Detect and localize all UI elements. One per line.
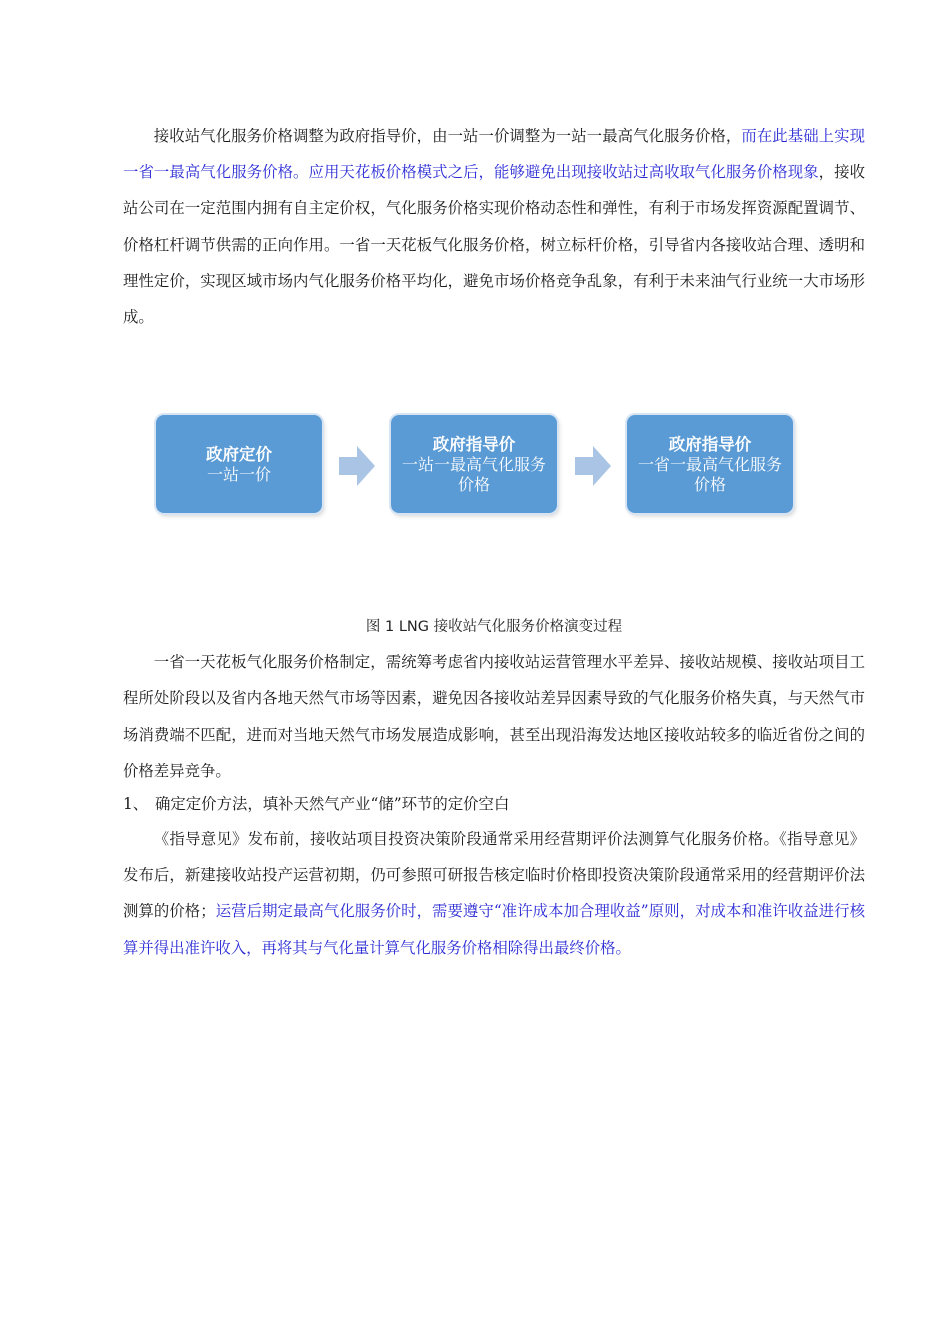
paragraph-1-text: 接收站气化服务价格调整为政府指导价，由一站一价调整为一站一最高气化服务价格， xyxy=(153,127,742,145)
diagram-box-guided-province xyxy=(627,415,793,513)
diagram-box-government-pricing xyxy=(156,415,322,513)
diagram-box-title: 政府定价 xyxy=(206,444,272,464)
right-arrow-icon xyxy=(339,446,375,486)
diagram-box-subtitle: 一站一价 xyxy=(206,464,271,484)
diagram-box-title: 政府指导价 xyxy=(668,434,752,454)
paragraph-3-highlight: 运营后期定最高气化服务价时，需要遵守“准许成本加合理收益”原则，对成本和准许收益进行核算并得出准许收入，再将其与气化量计算气化服务价格相除得出最终价格。 xyxy=(123,902,865,957)
paragraph-1 xyxy=(123,118,865,335)
list-number: 1、 xyxy=(123,795,149,814)
paragraph-3-text: 《指导意见》发布前，接收站项目投资决策阶段通常采用经营期评价法测算气化服务价格。《指导意见》发布后，新建接收站投产运营初期，仍可参照可研报告核定临时价格即投资决策阶段通常采用的经营期评价法测算的价格； xyxy=(123,830,865,921)
paragraph-1-highlight: 而在此基础上实现一省一最高气化服务价格。应用天花板价格模式之后，能够避免出现接收站过高收取气化服务价格现象 xyxy=(123,127,865,182)
document-page xyxy=(123,118,865,966)
figure-caption: 图 1 LNG 接收站气化服务价格演变过程 xyxy=(365,619,623,636)
diagram-box-title: 政府指导价 xyxy=(432,434,516,454)
diagram-box-subtitle: 一省一最高气化服务价格 xyxy=(637,454,782,494)
numbered-heading-text: 确定定价方法，填补天然气产业“储”环节的定价空白 xyxy=(155,795,510,814)
right-arrow-icon xyxy=(575,446,611,486)
price-evolution-diagram xyxy=(123,369,865,614)
paragraph-2: 一省一天花板气化服务价格制定，需统筹考虑省内接收站运营管理水平差异、接收站规模、接收站项目工程所处阶段以及省内各地天然气市场等因素，避免因各接收站差异因素导致的气化服务价格失真，与天然气市场消费端不匹配，进而对当地天然气市场发展造成影响，甚至出现沿海发达地区接收站较多的临近省份之间的价格差异竞争。 xyxy=(123,653,865,780)
numbered-heading xyxy=(123,789,865,819)
diagram-box-guided-station xyxy=(391,415,557,513)
diagram-box-subtitle: 一站一最高气化服务价格 xyxy=(401,454,546,494)
paragraph-3 xyxy=(123,821,865,966)
paragraph-1-text-end: ，接收站公司在一定范围内拥有自主定价权，气化服务价格实现价格动态性和弹性，有利于市场发挥资源配置调节、价格杠杆调节供需的正向作用。一省一天花板气化服务价格，树立标杆价格，引导省内各接收站合理、透明和理性定价，实现区域市场内气化服务价格平均化，避免市场价格竞争乱象，有利于未来油气行业统一大市场形成。 xyxy=(123,163,865,327)
